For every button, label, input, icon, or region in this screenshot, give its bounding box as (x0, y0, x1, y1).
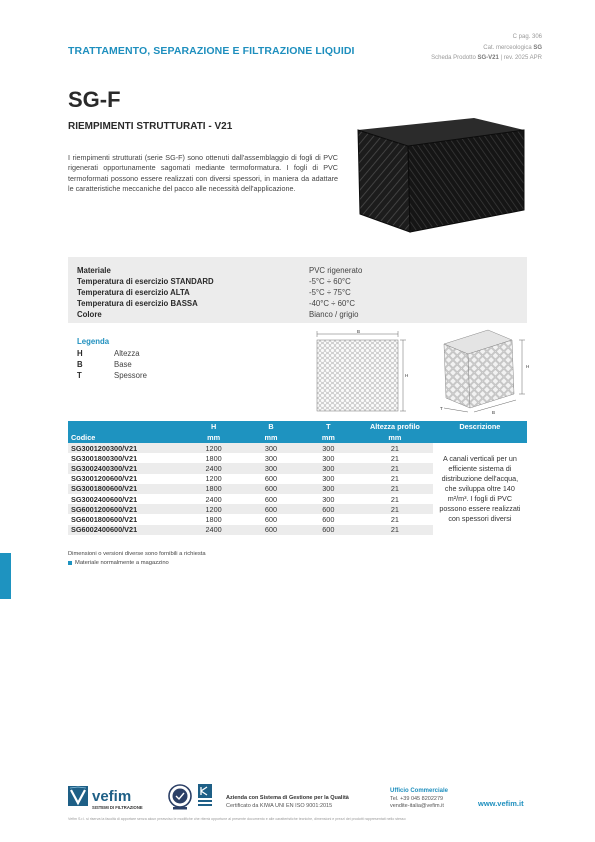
column-header: Descrizione (433, 421, 527, 432)
table-row: SG3001800300/V21 1800 300 300 21 (71, 453, 399, 463)
kiwa-mark-icon (198, 784, 212, 810)
office-title: Ufficio Commerciale (390, 788, 449, 794)
table-row: SG3001800600/V21 1800 600 300 21 (68, 484, 527, 494)
office-phone[interactable]: Tel. +39 045 8202279 (390, 795, 444, 802)
table-row: SG3002400300/V21 2400 300 300 21 (68, 463, 527, 473)
stock-note: Materiale normalmente a magazzino (68, 560, 169, 566)
dimension-label-b: B (357, 329, 361, 334)
specs-values (309, 265, 362, 320)
legend-item: T Spessore (77, 371, 147, 380)
spec-label: Temperatura di esercizio BASSA (77, 299, 198, 308)
dimension-label-h: H (405, 373, 409, 378)
spec-value: Bianco / grigio (309, 310, 359, 319)
spec-value: -5°C ÷ 75°C (309, 288, 351, 297)
quality-title: Azienda con Sistema di Gestione per la Qualità (226, 795, 349, 801)
table-row: SG6001200600/V21 1200 600 600 21 (68, 504, 527, 514)
column-header (68, 421, 185, 432)
spec-value: -5°C ÷ 60°C (309, 277, 351, 286)
category-line: Cat. merceologica SG (483, 44, 542, 51)
product-intro: I riempimenti strutturati (serie SG-F) sono ottenuti dall'assemblaggio di fogli di PVC rigenerati opportunamente sagomati mediante termoformatura. I fogli di PVC termoformati possono essere realizzati con diversi spessori, in maniera da adattare le caratteristiche meccaniche del pacco alle necessità dell'applicazione. (68, 153, 338, 194)
office-email[interactable]: vendite-italia@vefim.it (390, 803, 444, 809)
dimension-label-h: H (526, 364, 530, 369)
isometric-view-diagram (436, 326, 536, 416)
unit-header: mm (185, 432, 242, 443)
sales-office-contact (390, 788, 448, 811)
front-view-diagram (305, 328, 412, 414)
dimension-label-t: T (440, 406, 443, 411)
table-row: SG3001200300/V21 1200 300 300 21 A canali verticali per un efficiente sistema di distribuzione dell'acqua, che sviluppa oltre 140 m²/m³. I fogli di PVC possono essere realizzati con spessori diversi (68, 443, 527, 453)
product-subtitle: RIEMPIMENTI STRUTTURATI - V21 (68, 121, 233, 132)
vefim-logo (68, 784, 161, 812)
product-table (68, 421, 527, 535)
quality-certificate: Certificato da KIWA UNI EN ISO 9001:2015 (226, 802, 333, 809)
brand-tagline: SISTEMI DI FILTRAZIONE (92, 805, 143, 810)
table-header-row (68, 421, 527, 432)
description-cell: A canali verticali per un efficiente sistema di distribuzione dell'acqua, che sviluppa oltre 140 m²/m³. I fogli di PVC possono essere realizzati con spessori diversi (433, 443, 527, 535)
unit-header: mm (300, 432, 357, 443)
stock-dot-icon (68, 561, 72, 565)
unit-header: mm (357, 432, 433, 443)
table-row: SG6001800600/V21 1800 600 600 21 (71, 514, 399, 524)
legal-disclaimer: Vefim S.r.l. si riserva la facoltà di apportare senza alcun preavviso le modifiche che riterrà opportune al presente documento e alle caratteristiche tecniche, dimensioni e prezzi dei prodotti rappresentati nello stesso (68, 817, 406, 821)
dimension-label-b: B (492, 410, 496, 415)
table-row: SG3001200600/V21 1200 600 300 21 (71, 474, 399, 484)
quality-statement (226, 795, 349, 810)
column-header: T (300, 421, 357, 432)
spec-value: PVC rigenerato (309, 266, 363, 275)
spec-label: Colore (77, 310, 102, 319)
page-reference: C pag. 306 (512, 34, 542, 40)
column-header: H (185, 421, 242, 432)
table-row: SG3002400600/V21 2400 600 300 21 (71, 494, 399, 504)
table-subheader-row (68, 432, 527, 443)
website-link[interactable]: www.vefim.it (478, 799, 524, 808)
spec-label: Temperatura di esercizio STANDARD (77, 277, 214, 286)
sheet-line: Scheda Prodotto SG-V21 | rev. 2025 APR (431, 55, 542, 61)
certification-seal-icon (168, 784, 192, 810)
product-title: SG-F (68, 87, 121, 112)
availability-note: Dimensioni o versioni diverse sono fornibili a richiesta (68, 551, 206, 557)
section-title: TRATTAMENTO, SEPARAZIONE E FILTRAZIONE LIQUIDI (68, 45, 355, 57)
legend (77, 348, 147, 381)
specs-labels (77, 265, 214, 320)
unit-header: Codice (68, 432, 185, 443)
table-row: SG6002400600/V21 2400 600 600 21 (68, 525, 527, 535)
column-header: Altezza profilo (357, 421, 433, 432)
side-tab-marker (0, 553, 11, 599)
spec-label: Materiale (77, 266, 111, 275)
spec-label: Temperatura di esercizio ALTA (77, 288, 190, 297)
legend-title: Legenda (77, 337, 110, 346)
spec-value: -40°C ÷ 60°C (309, 299, 356, 308)
column-header: B (242, 421, 299, 432)
brand-name: vefim (92, 788, 132, 805)
header-meta (431, 32, 542, 64)
legend-item: H Altezza (77, 349, 140, 358)
legend-item: B Base (77, 360, 132, 369)
product-photo (356, 110, 526, 234)
unit-header: mm (242, 432, 299, 443)
